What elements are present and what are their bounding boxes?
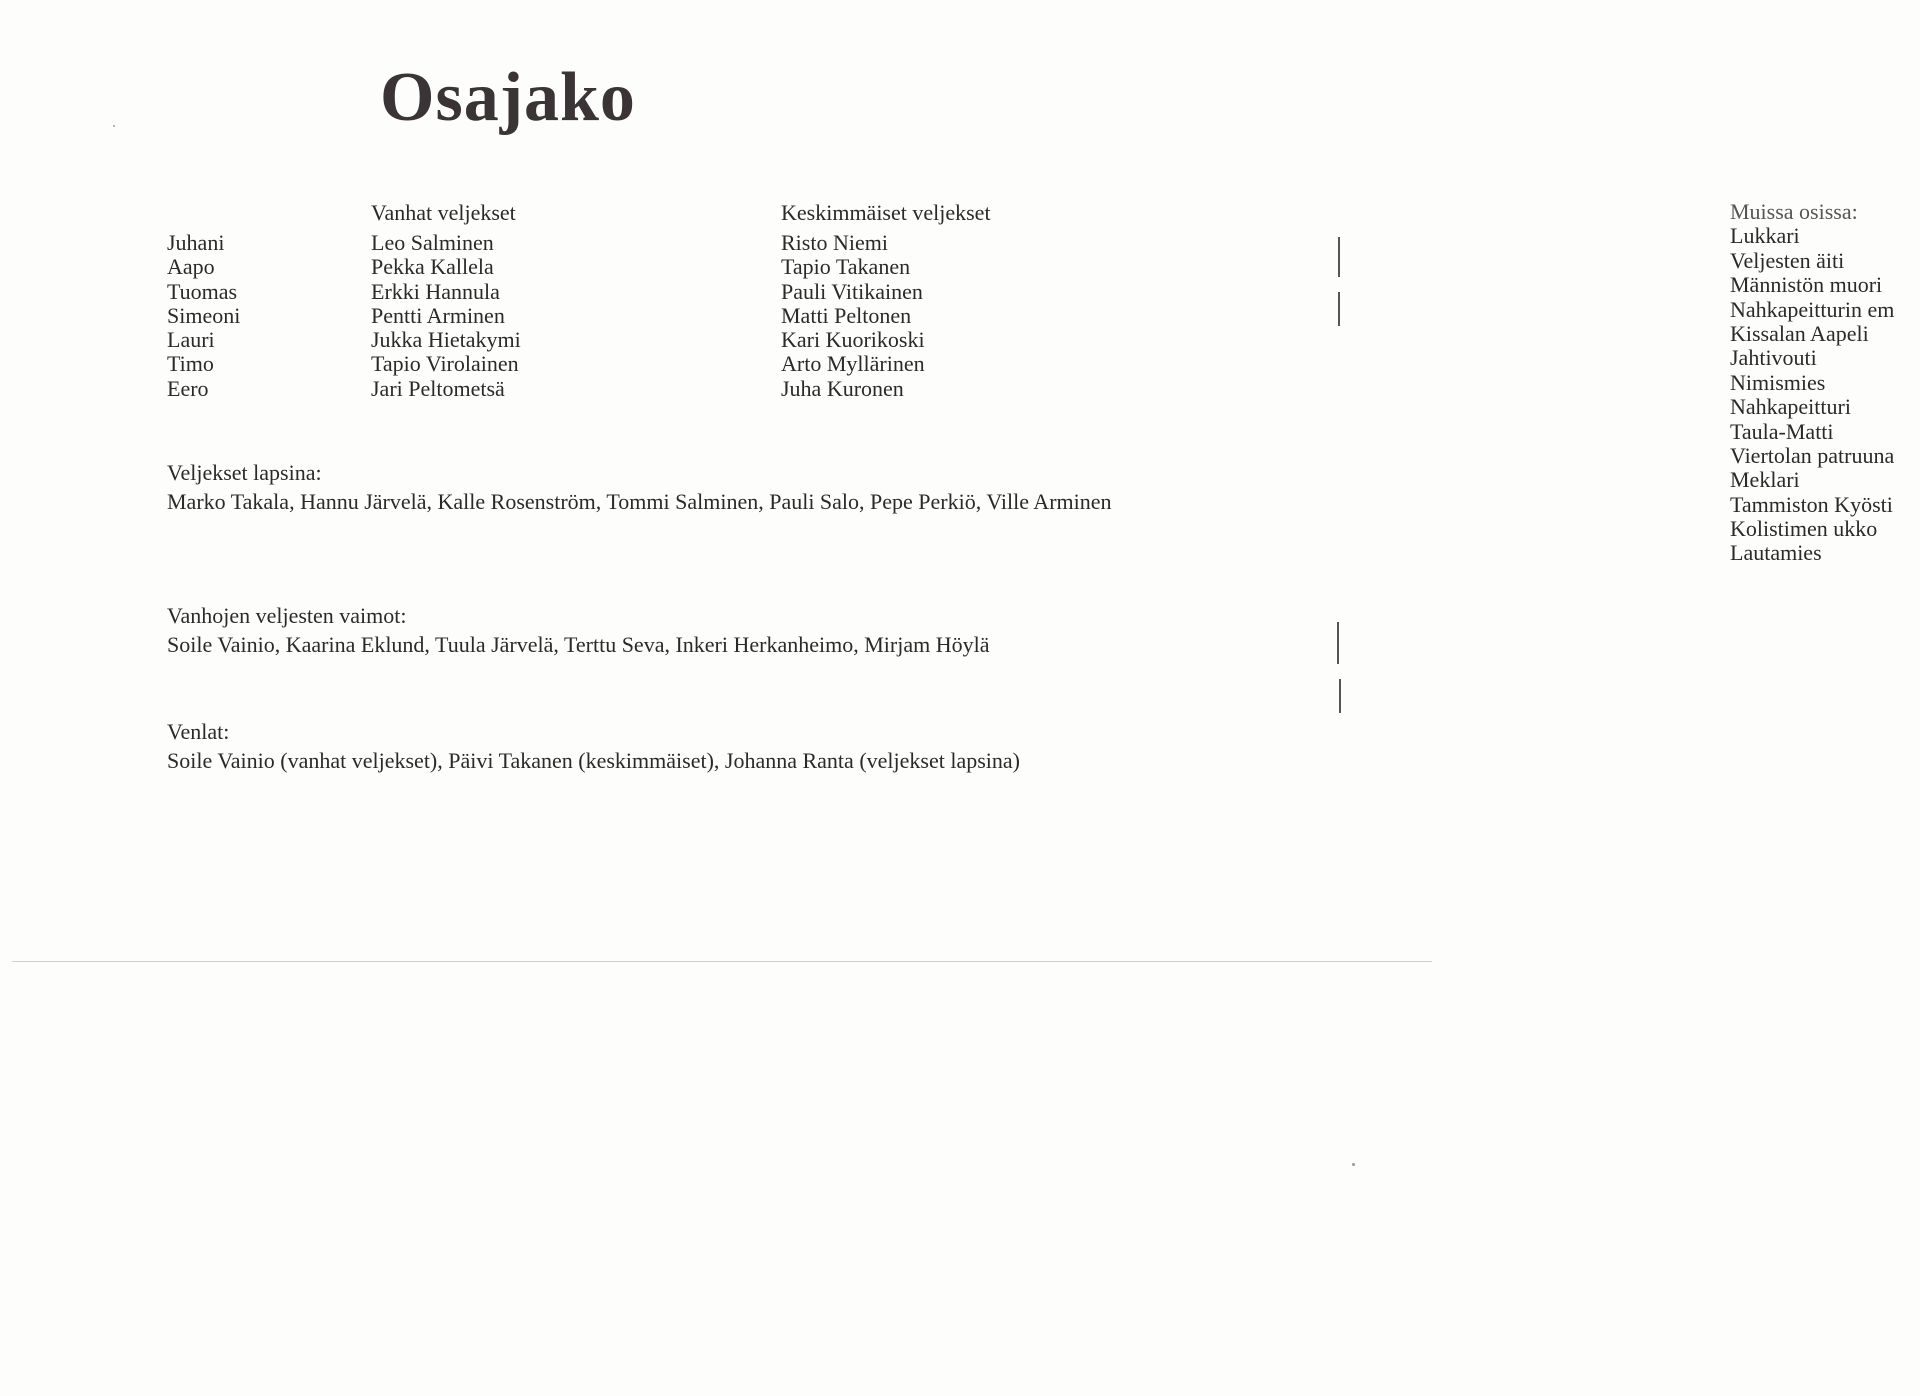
old-brothers-column [371, 231, 521, 401]
role-name: Simeoni [167, 302, 241, 328]
other-role: Meklari [1730, 467, 1800, 493]
venlat-cast: Soile Vainio (vanhat veljekset), Päivi Takanen (keskimmäiset), Johanna Ranta (veljekset lapsina) [167, 748, 1020, 773]
page-title: Osajako [380, 59, 636, 136]
role-name: Aapo [167, 254, 215, 280]
children-heading: Veljekset lapsina: [167, 460, 322, 485]
actor-name: Jukka Hietakymi [371, 327, 521, 353]
wives-cast: Soile Vainio, Kaarina Eklund, Tuula Järvelä, Terttu Seva, Inkeri Herkanheimo, Mirjam Höylä [167, 632, 990, 657]
actor-name: Pekka Kallela [371, 254, 494, 280]
other-role: Kissalan Aapeli [1730, 320, 1869, 346]
venlat-heading: Venlat: [167, 719, 230, 744]
other-role: Tammiston Kyösti [1730, 491, 1893, 517]
other-roles-heading: Muissa osissa: [1730, 199, 1858, 224]
other-role: Veljesten äiti [1730, 247, 1845, 273]
binding-mark [1339, 679, 1341, 713]
roles-column [167, 231, 240, 401]
actor-name: Tapio Virolainen [371, 351, 519, 377]
role-name: Timo [167, 351, 214, 377]
actor-name: Pentti Arminen [371, 302, 505, 328]
role-name: Eero [167, 375, 209, 401]
middle-brothers-column [781, 231, 925, 401]
other-role: Männistön muori [1730, 272, 1883, 298]
actor-name: Kari Kuorikoski [781, 327, 925, 353]
other-role: Viertolan patruuna [1730, 442, 1895, 468]
actor-name: Juha Kuronen [781, 375, 904, 401]
other-role: Lukkari [1730, 223, 1800, 249]
paper-speck [113, 125, 115, 127]
header-middle-brothers: Keskimmäiset veljekset [781, 200, 991, 225]
children-cast: Marko Takala, Hannu Järvelä, Kalle Rosenström, Tommi Salminen, Pauli Salo, Pepe Perkiö, Ville Arminen [167, 489, 1112, 514]
other-roles-column [1730, 200, 1894, 566]
role-name: Lauri [167, 327, 215, 353]
paper-speck [1352, 1163, 1355, 1166]
header-old-brothers: Vanhat veljekset [371, 200, 516, 225]
binding-mark [1338, 292, 1340, 326]
other-role: Nahkapeitturin em [1730, 296, 1895, 322]
page-fold-line [12, 961, 1432, 962]
other-role: Nimismies [1730, 369, 1826, 395]
role-name: Juhani [167, 230, 225, 255]
other-role: Taula-Matti [1730, 418, 1834, 444]
binding-mark [1338, 237, 1340, 277]
other-role: Kolistimen ukko [1730, 516, 1878, 542]
actor-name: Erkki Hannula [371, 278, 500, 304]
other-role: Nahkapeitturi [1730, 394, 1851, 420]
other-role: Jahtivouti [1730, 345, 1817, 371]
wives-heading: Vanhojen veljesten vaimot: [167, 603, 407, 628]
actor-name: Risto Niemi [781, 230, 888, 255]
other-role: Lautamies [1730, 540, 1822, 566]
role-name: Tuomas [167, 278, 238, 304]
actor-name: Pauli Vitikainen [781, 278, 923, 304]
binding-mark [1337, 622, 1339, 664]
actor-name: Arto Myllärinen [781, 351, 925, 377]
actor-name: Leo Salminen [371, 230, 494, 255]
actor-name: Tapio Takanen [781, 254, 911, 280]
actor-name: Jari Peltometsä [371, 375, 505, 401]
actor-name: Matti Peltonen [781, 302, 912, 328]
